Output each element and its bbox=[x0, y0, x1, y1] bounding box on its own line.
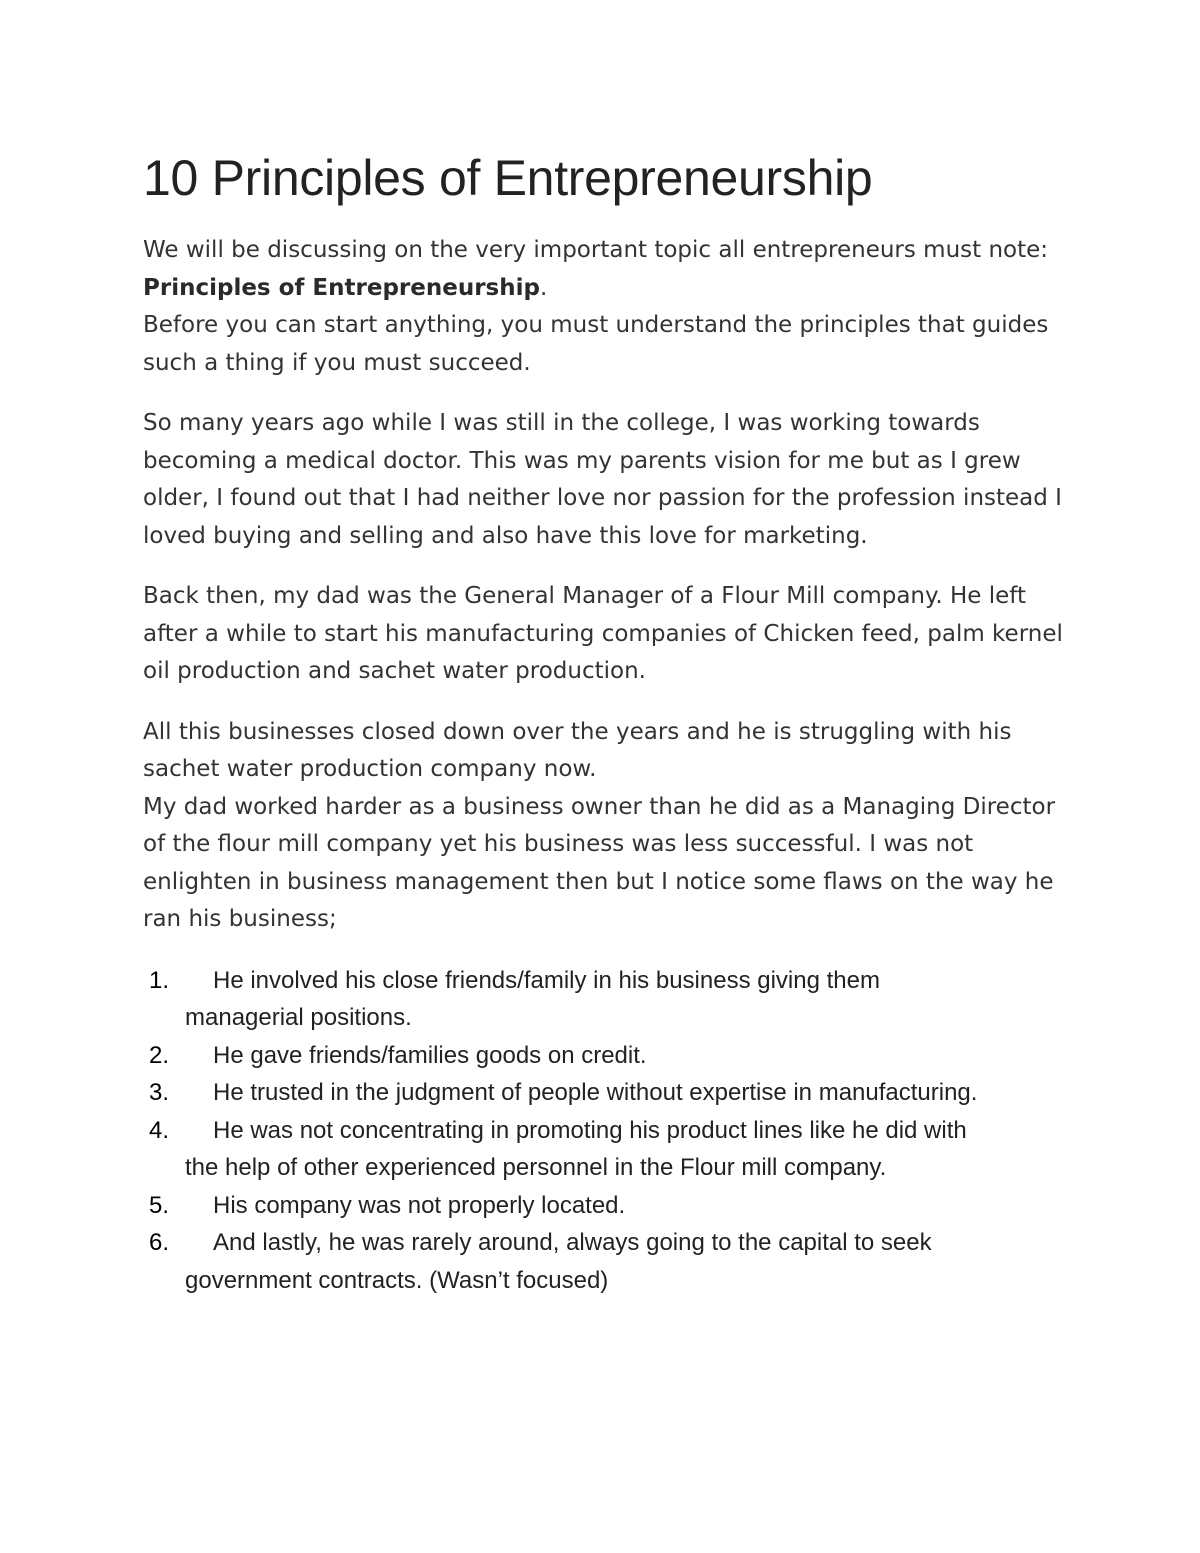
list-number: 1. bbox=[149, 966, 170, 994]
list-number: 4. bbox=[149, 1116, 170, 1144]
list-text: He gave friends/families goods on credit. bbox=[213, 1041, 647, 1069]
businesses-closed-paragraph: All this businesses closed down over the years and he is struggling with his sachet water production company now. bbox=[143, 718, 1012, 782]
list-text: He involved his close friends/family in his business giving them managerial positions. bbox=[185, 966, 880, 1031]
list-item bbox=[143, 1224, 1068, 1299]
list-number: 6. bbox=[149, 1229, 170, 1256]
document-title: 10 Principles of Entrepreneurship bbox=[143, 150, 873, 206]
worked-harder-paragraph: My dad worked harder as a business owner than he did as a Managing Director of the flour mill company yet his business was less successful. I was not enlighten in business management then but I notice some flaws on the way he ran his business; bbox=[143, 793, 1056, 932]
document-content bbox=[143, 142, 1068, 1299]
list-number: 3. bbox=[149, 1079, 170, 1106]
list-item bbox=[143, 1074, 1068, 1112]
list-item bbox=[143, 962, 1068, 1037]
list-text: His company was not properly located. bbox=[213, 1191, 626, 1219]
flaws-list bbox=[143, 962, 1068, 1300]
intro-bold-text: Principles of Entrepreneurship bbox=[143, 274, 540, 301]
list-item bbox=[143, 1187, 1068, 1225]
list-text: He was not concentrating in promoting his product lines like he did with the help of other experienced personnel in the Flour mill company. bbox=[185, 1116, 967, 1181]
list-text: He trusted in the judgment of people without expertise in manufacturing. bbox=[213, 1079, 978, 1106]
list-item bbox=[143, 1037, 1068, 1075]
intro-text: We will be discussing on the very important topic all entrepreneurs must note: bbox=[143, 237, 1049, 263]
intro-paragraph-continued: Before you can start anything, you must understand the principles that guides such a thing if you must succeed. bbox=[143, 312, 1049, 376]
dad-paragraph: Back then, my dad was the General Manager of a Flour Mill company. He left after a while to start his manufacturing companies of Chicken feed, palm kernel oil production and sachet water production. bbox=[143, 583, 1063, 684]
intro-period: . bbox=[539, 274, 548, 301]
list-number: 2. bbox=[149, 1041, 170, 1069]
intro-paragraph bbox=[143, 232, 1068, 307]
list-text: And lastly, he was rarely around, always going to the capital to seek government contracts. (Wasn’t focused) bbox=[185, 1229, 932, 1294]
college-paragraph: So many years ago while I was still in the college, I was working towards becoming a medical doctor. This was my parents vision for me but as I grew older, I found out that I had neither love nor passion for the profession instead I loved buying and selling and also have this love for marketing. bbox=[143, 410, 1062, 549]
list-number: 5. bbox=[149, 1191, 170, 1219]
list-item bbox=[143, 1112, 1068, 1187]
